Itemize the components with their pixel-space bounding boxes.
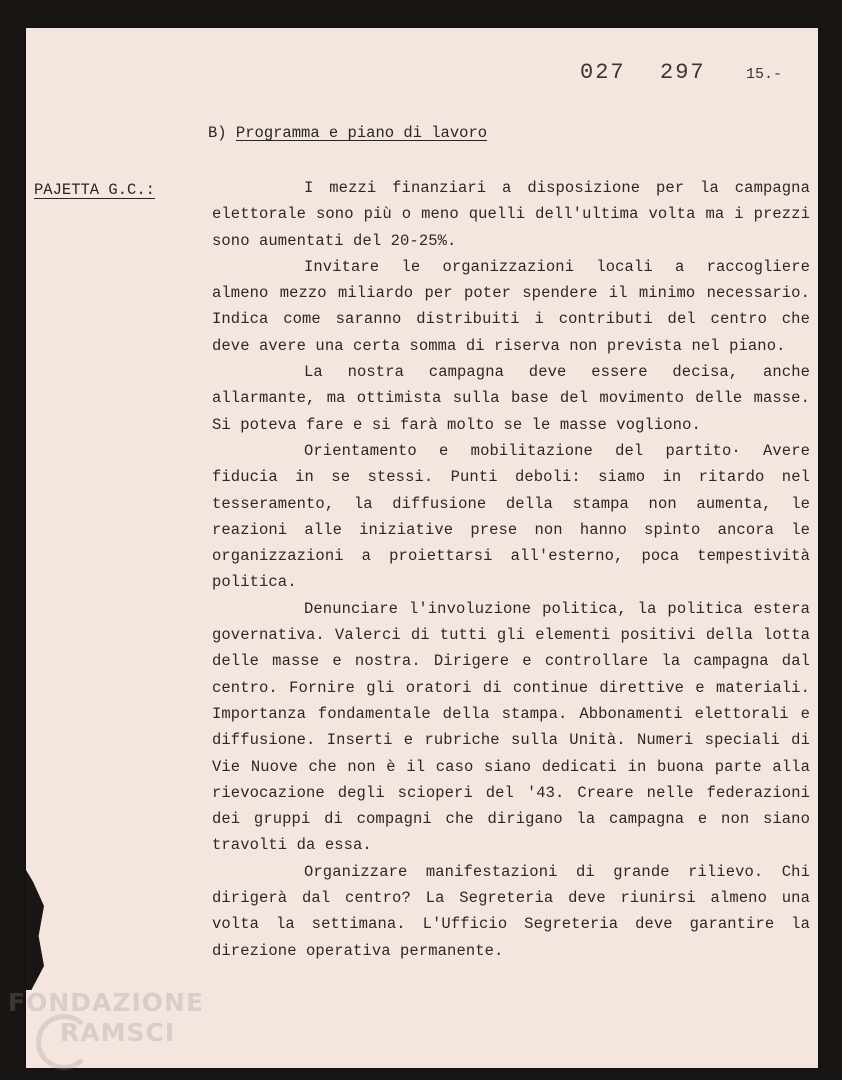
archive-ref-number-1: 027	[580, 60, 626, 85]
speaker-name: PAJETTA G.C.:	[34, 181, 155, 199]
paragraph: I mezzi finanziari a disposizione per la campagna elettorale sono più o meno quelli dell'ultima volta ma i prezzi sono aumentati del 20-25%.	[212, 179, 810, 250]
watermark-line-1: FONDAZIONE	[8, 988, 205, 1017]
paragraph: La nostra campagna deve essere decisa, anche allarmante, ma ottimista sulla base del movimento delle masse. Si poteva fare e si farà molto se le masse vogliono.	[212, 363, 810, 434]
paragraph: Denunciare l'involuzione politica, la politica estera governativa. Valerci di tutti gli elementi positivi della lotta delle masse e nostra. Dirigere e controllare la campagna dal centro. Fornire gli oratori di continue direttive e materiali. Importanza fondamentale della stampa. Abbonamenti elettorali e diffusione. Inserti e rubriche sulla Unità. Numeri speciali di Vie Nuove che non è il caso siano dedicati in buona parte alla rievocazione degli scioperi del '43. Creare nelle federazioni dei gruppi di compagni che dirigano la campagna e non siano travolti da essa.	[212, 599, 810, 855]
section-heading	[208, 124, 487, 142]
paragraph: Invitare le organizzazioni locali a raccogliere almeno mezzo miliardo per poter spendere il minimo necessario. Indica come saranno distribuiti i contributi del centro che deve avere una certa somma di riserva non prevista nel piano.	[212, 257, 810, 355]
paragraph: Orientamento e mobilitazione del partito· Avere fiducia in se stessi. Punti deboli: siamo in ritardo nel tesseramento, la diffusione della stampa non aumenta, le reazioni alle iniziative prese non hanno spinto ancora le organizzazioni a proiettarsi all'esterno, poca tempestività politica.	[212, 441, 810, 592]
paragraph: Organizzare manifestazioni di grande rilievo. Chi dirigerà dal centro? La Segreteria deve riunirsi almeno una volta la settimana. L'Ufficio Segreteria deve garantire la direzione operativa permanente.	[212, 862, 810, 960]
watermark	[8, 988, 204, 1048]
watermark-line-2: RAMSCI	[60, 1018, 176, 1047]
document-body	[212, 175, 810, 964]
page-number: 15.-	[746, 66, 783, 83]
section-title: Programma e piano di lavoro	[235, 124, 488, 142]
section-prefix: B)	[208, 124, 227, 142]
archive-ref-number-2: 297	[660, 60, 706, 85]
